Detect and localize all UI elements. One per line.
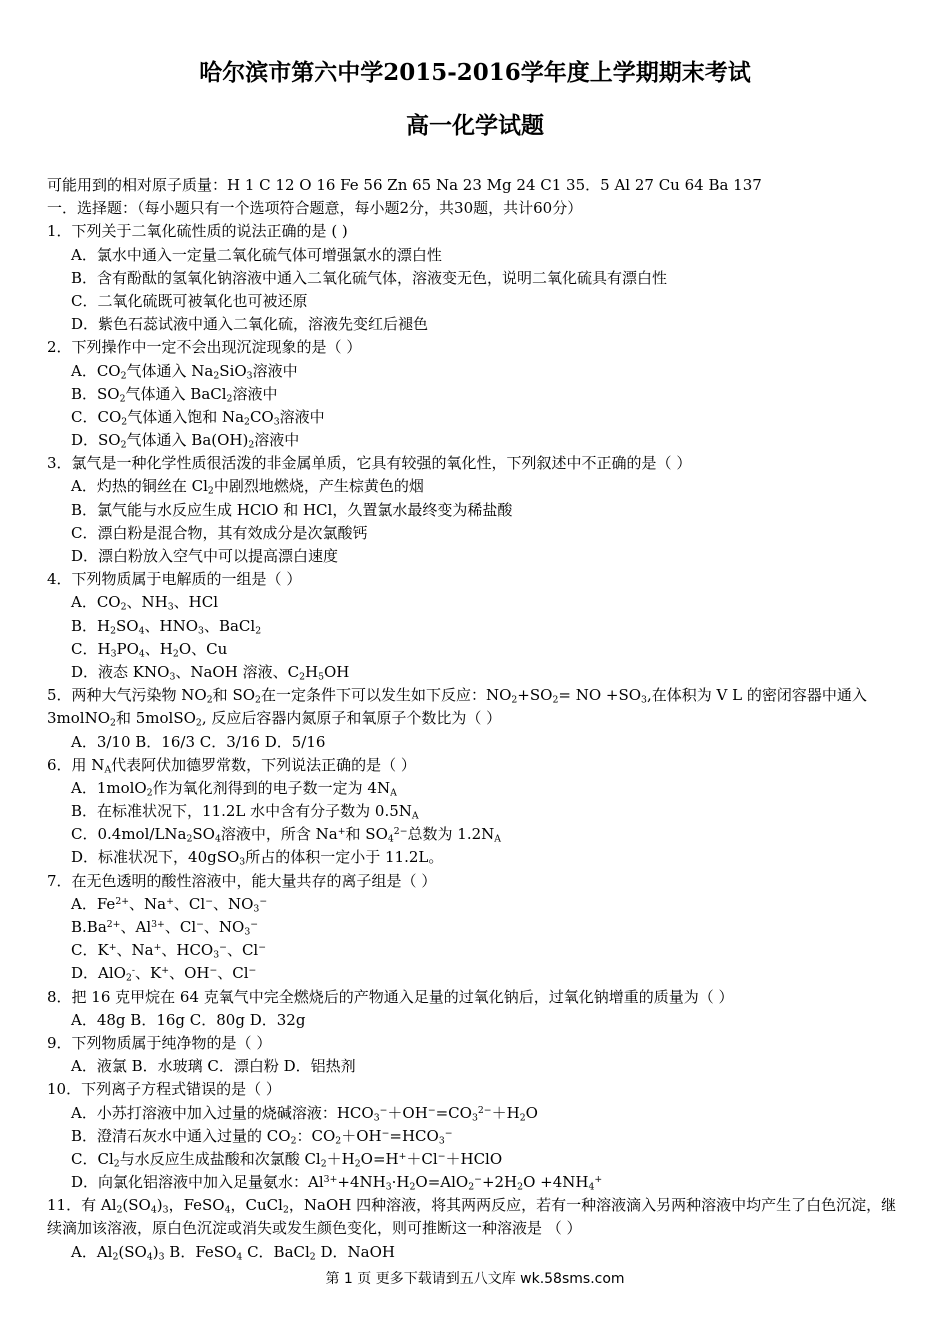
atomic-masses-line: 可能用到的相对原子质量：H 1 C 12 O 16 Fe 56 Zn 65 Na 23 Mg 24 C1 35．5 Al 27 Cu 64 Ba 137 xyxy=(47,176,762,194)
q2-stem: 2．下列操作中一定不会出现沉淀现象的是（ ） xyxy=(47,338,362,357)
q9-stem: 9．下列物质属于纯净物的是（ ） xyxy=(47,1033,272,1052)
q1-option-b: B．含有酚酞的氢氧化钠溶液中通入二氧化硫气体，溶液变无色，说明二氧化硫具有漂白性 xyxy=(71,268,668,287)
q6-stem: 6．用 $N_A$代表阿伏加德罗常数，下列说法正确的是（ ） xyxy=(47,755,416,776)
q2-option-b: B．$SO_2$气体通入 BaCl$_2$溶液中 xyxy=(71,384,278,404)
section-heading: 一．选择题：（每小题只有一个选项符合题意，每小题2分，共30题，共计60分） xyxy=(47,199,583,218)
q4-stem: 4．下列物质属于电解质的一组是（ ） xyxy=(47,570,302,589)
q7-option-b: $B.Ba^{2+}$、$Al^{3+}$、Cl−、$NO_3^-$ xyxy=(71,918,259,938)
q7-option-d: D．AlO$_2$-、K+、OH−、Cl− xyxy=(71,964,257,984)
q2-option-a: A．$CO_2$气体通入 $Na_2SiO_3$溶液中 xyxy=(71,361,298,381)
q3-option-d: D．漂白粉放入空气中可以提高漂白速度 xyxy=(71,547,339,565)
q2-option-d: D．$SO_2$气体通入 $Ba(OH)_2$溶液中 xyxy=(71,431,300,451)
q8-options: A．48g B．16g C．80g D．32g xyxy=(71,1010,306,1029)
q10-option-b: B．澄清石灰水中通入过量的 $CO_2$：$CO_2+OH^-=HCO_3^-$ xyxy=(71,1126,453,1147)
q5-options: A．3/10 B．16/3 C．3/16 D．5/16 xyxy=(71,732,326,751)
q1-option-d: D．紫色石蕊试液中通入二氧化硫，溶液先变红后褪色 xyxy=(71,315,429,334)
q1-stem: 1．下列关于二氧化硫性质的说法正确的是 ( ) xyxy=(47,222,348,241)
q10-option-c: C．$Cl_2$与水反应生成盐酸和次氯酸 $Cl_2+H_2O=H^++Cl^-+HClO$ xyxy=(71,1149,503,1170)
q4-option-a: A．$CO_2$、$NH_3$、HCl xyxy=(71,593,219,613)
q11-options: A．$Al_2(SO_4)_3$ B．FeSO$_4$ C．BaCl$_2$ D．NaOH xyxy=(71,1242,395,1262)
q5-stem: 5．两种大气污染物 $NO_2$和 $SO_2$在一定条件下可以发生如下反应：$NO_2+SO_2=$ NO $+SO_3$,在体积为 V L 的密闭容器中通入 3molNO$_2$和 5molSO$_2$, 反应后容器内氮原子和氧原子个数比为（ ） xyxy=(47,686,867,729)
q6-option-b: B．在标准状况下，11.2L 水中含有分子数为 $0.5N_A$ xyxy=(71,802,419,822)
exam-title: 哈尔滨市第六中学2015-2016学年度上学期期末考试 xyxy=(199,59,751,86)
q3-option-c: C．漂白粉是混合物，其有效成分是次氯酸钙 xyxy=(71,523,368,542)
q7-option-c: C．K+、Na+、$HCO_3^-$、Cl− xyxy=(71,941,267,961)
q6-option-c: C．$0.4mol/LNa_2SO_4$溶液中，所含 Na+和 $SO_4^{2-}$总数为 $1.2N_A$ xyxy=(71,825,501,845)
q1-option-c: C．二氧化硫既可被氧化也可被还原 xyxy=(71,291,308,310)
q3-option-b: B．氯气能与水反应生成 HClO 和 HCl，久置氯水最终变为稀盐酸 xyxy=(71,500,513,519)
q7-stem: 7．在无色透明的酸性溶液中，能大量共存的离子组是（ ） xyxy=(47,871,437,890)
q6-option-d: D．标准状况下，40gSO$_3$所占的体积一定小于 11.2L。 xyxy=(71,848,444,868)
q3-option-a: A．灼热的铜丝在 $Cl_2$中剧烈地燃烧，产生棕黄色的烟 xyxy=(71,477,424,497)
exam-subtitle: 高一化学试题 xyxy=(406,112,544,139)
q10-option-a: A．小苏打溶液中加入过量的烧碱溶液：$HCO_3^-+OH^-=CO_3^{2-}+H_2O$ xyxy=(71,1103,538,1123)
q3-stem: 3．氯气是一种化学性质很活泼的非金属单质，它具有较强的氧化性，下列叙述中不正确的是（ ） xyxy=(47,454,692,473)
q11-stem: 11．有 $Al_2(SO_4)_3$，FeSO$_4$，CuCl$_2$，NaOH 四种溶液，将其两两反应，若有一种溶液滴入另两种溶液中均产生了白色沉淀，继续滴加该溶液，原白色沉淀或消失或发生颜色变化，则可推断这一种溶液是 （ ） xyxy=(47,1196,897,1238)
q4-option-b: B．$H_2SO_4$、$HNO_3$、BaCl$_2$ xyxy=(71,616,262,636)
q10-option-d: D．向氯化铝溶液中加入足量氨水：$Al^{3+}+4NH_3\cdot H_2O=AlO_2^-+2H_2O +4NH_4^+$ xyxy=(71,1173,603,1193)
q10-stem: 10．下列离子方程式错误的是（ ） xyxy=(47,1080,281,1099)
q1-option-a: A．氯水中通入一定量二氧化硫气体可增强氯水的漂白性 xyxy=(71,245,442,264)
q9-options: A．液氯 B．水玻璃 C．漂白粉 D．铝热剂 xyxy=(71,1057,356,1076)
q4-option-c: C．$H_3PO_4$、$H_2O$、Cu xyxy=(71,639,228,660)
q4-option-d: D．液态 $KNO_3$、NaOH 溶液、$C_2H_5OH$ xyxy=(71,662,350,683)
q2-option-c: C．$CO_2$气体通入饱和 $Na_2CO_3$溶液中 xyxy=(71,407,325,428)
q8-stem: 8．把 16 克甲烷在 64 克氧气中完全燃烧后的产物通入足量的过氧化钠后，过氧化钠增重的质量为（ ） xyxy=(47,987,734,1006)
q7-option-a: A．$Fe^{2+}$、Na+、Cl−、$NO_3^-$ xyxy=(71,894,268,915)
exam-content xyxy=(47,174,907,1264)
q6-option-a: A．1molO$_2$作为氧化剂得到的电子数一定为 $4N_A$ xyxy=(71,778,397,799)
page-footer: 第 1 页 更多下载请到五八文库 wk.58sms.com xyxy=(325,1271,625,1287)
